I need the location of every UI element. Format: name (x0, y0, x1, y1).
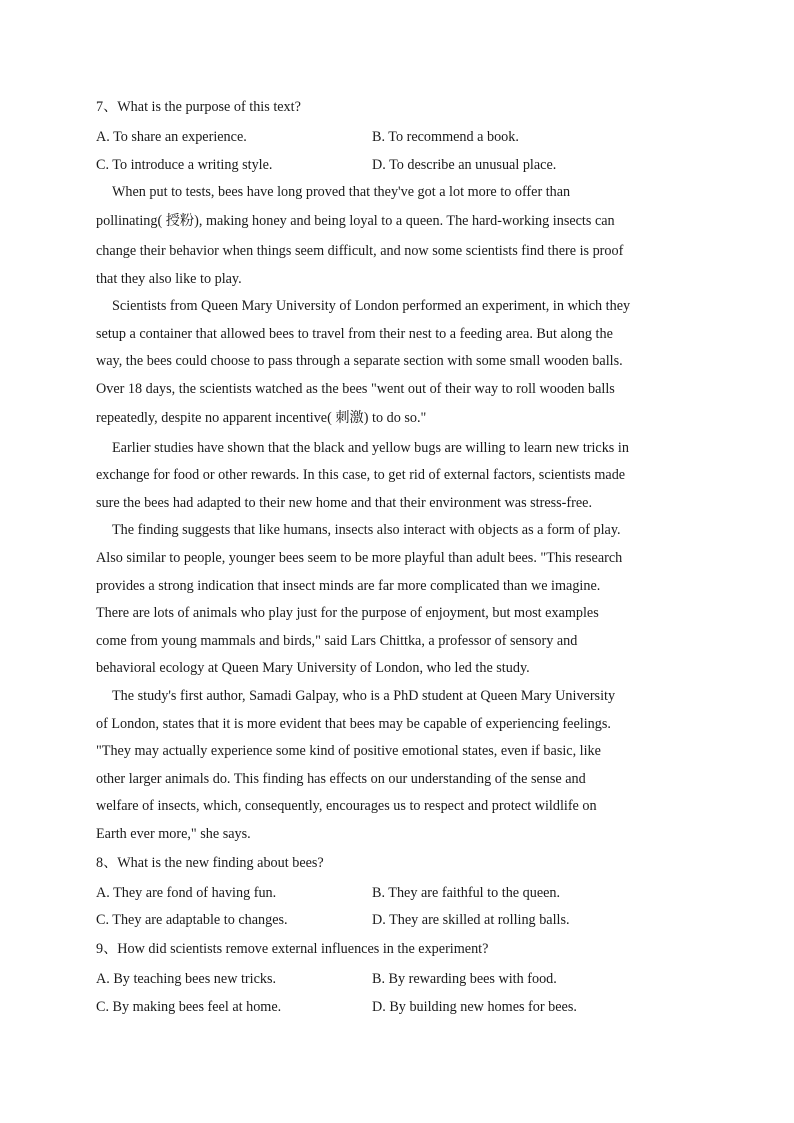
passage-p2-line: Scientists from Queen Mary University of London performed an experiment, in which they (112, 298, 631, 314)
q7-option-c: C. To introduce a writing style. (96, 157, 273, 173)
passage-p4-line: The finding suggests that like humans, insects also interact with objects as a form of play. (112, 522, 621, 538)
q7-option-b: B. To recommend a book. (372, 129, 519, 145)
passage-p3-line: exchange for food or other rewards. In this case, to get rid of external factors, scientists made (96, 467, 626, 483)
q7-option-a: A. To share an experience. (96, 129, 247, 145)
question-7: 7、What is the purpose of this text? (96, 99, 301, 115)
q8-option-a: A. They are fond of having fun. (96, 885, 277, 901)
passage-p4-line: Also similar to people, younger bees seem to be more playful than adult bees. "This research (96, 550, 623, 566)
passage-p2-line: Over 18 days, the scientists watched as the bees "went out of their way to roll wooden balls (96, 381, 615, 397)
passage-p1-line: that they also like to play. (96, 271, 242, 287)
passage-p5-line: other larger animals do. This finding has effects on our understanding of the sense and (96, 771, 586, 787)
q8-option-b: B. They are faithful to the queen. (372, 885, 561, 901)
passage-p2-line: setup a container that allowed bees to travel from their nest to a feeding area. But along the (96, 326, 613, 342)
q9-option-c: C. By making bees feel at home. (96, 999, 282, 1015)
passage-p4-line: There are lots of animals who play just for the purpose of enjoyment, but most examples (96, 605, 599, 621)
passage-p4-line: behavioral ecology at Queen Mary University of London, who led the study. (96, 660, 530, 676)
q9-option-d: D. By building new homes for bees. (372, 999, 577, 1015)
q7-option-d: D. To describe an unusual place. (372, 157, 557, 173)
passage-p4-line: provides a strong indication that insect minds are far more complicated than we imagine. (96, 578, 601, 594)
question-9: 9、How did scientists remove external influences in the experiment? (96, 941, 489, 957)
q8-option-c: C. They are adaptable to changes. (96, 912, 288, 928)
passage-p5-line: Earth ever more," she says. (96, 826, 251, 842)
q9-option-b: B. By rewarding bees with food. (372, 971, 557, 987)
passage-p2-line: way, the bees could choose to pass through a separate section with some small wooden balls. (96, 353, 623, 369)
q9-option-a: A. By teaching bees new tricks. (96, 971, 277, 987)
passage-p1-line: pollinating( 授粉), making honey and being loyal to a queen. The hard-working insects can (96, 213, 615, 229)
passage-p4-line: come from young mammals and birds," said Lars Chittka, a professor of sensory and (96, 633, 578, 649)
passage-p5-line: welfare of insects, which, consequently, encourages us to respect and protect wildlife on (96, 798, 597, 814)
passage-p1-line: When put to tests, bees have long proved that they've got a lot more to offer than (112, 184, 571, 200)
passage-p5-line: The study's first author, Samadi Galpay, who is a PhD student at Queen Mary University (112, 688, 616, 704)
passage-p5-line: "They may actually experience some kind of positive emotional states, even if basic, like (96, 743, 601, 759)
passage-p5-line: of London, states that it is more evident that bees may be capable of experiencing feelings. (96, 716, 611, 732)
q8-option-d: D. They are skilled at rolling balls. (372, 912, 570, 928)
passage-p2-line: repeatedly, despite no apparent incentive( 刺激) to do so." (96, 410, 427, 426)
passage-p3-line: Earlier studies have shown that the black and yellow bugs are willing to learn new tricks in (112, 440, 629, 456)
passage-p3-line: sure the bees had adapted to their new home and that their environment was stress-free. (96, 495, 592, 511)
passage-p1-line: change their behavior when things seem difficult, and now some scientists find there is proof (96, 243, 624, 259)
question-8: 8、What is the new finding about bees? (96, 855, 324, 871)
